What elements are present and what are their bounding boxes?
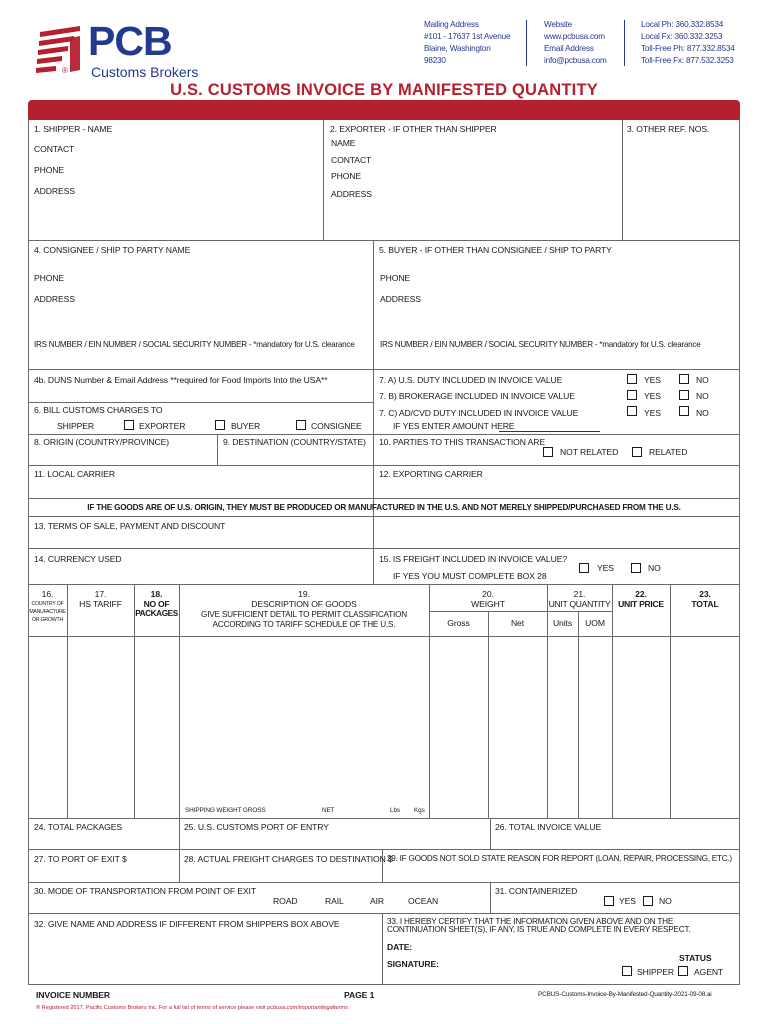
currency-label: 14. CURRENCY USED: [34, 554, 122, 564]
transport-air: AIR: [370, 896, 385, 906]
exporter-address-label: ADDRESS: [331, 189, 372, 199]
transport-ocean: OCEAN: [408, 896, 439, 906]
exporting-carrier-label: 12. EXPORTING CARRIER: [379, 469, 483, 479]
brand-name: PCB: [88, 18, 172, 64]
website-link[interactable]: www.pcbusa.com: [544, 32, 605, 41]
col20-gross: Gross: [447, 618, 470, 628]
q7a-no-checkbox[interactable]: [679, 374, 689, 384]
related-label: RELATED: [649, 447, 688, 457]
bill-exporter-label: EXPORTER: [139, 421, 186, 431]
phone-line: Toll-Free Fx: 877.532.3253: [641, 56, 734, 65]
col22-number: 22.: [635, 589, 647, 599]
buyer-address-label: ADDRESS: [380, 294, 421, 304]
col16-line: MANUFACTURE: [29, 609, 66, 615]
col16-line: COUNTRY OF: [31, 601, 64, 607]
freight-charges-label: 28. ACTUAL FREIGHT CHARGES TO DESTINATION $: [184, 854, 393, 864]
mailing-line: Blaine, Washington: [424, 44, 491, 53]
q7b-no-label: NO: [696, 391, 709, 401]
col19-line: ACCORDING TO TARIFF SCHEDULE OF THE U.S.: [212, 620, 396, 629]
us-origin-notice: IF THE GOODS ARE OF U.S. ORIGIN, THEY MUST BE PRODUCED OR MANUFACTURED IN THE U.S. AND NOT MERELY SHIPPED/PURCHASED FROM THE U.S.: [87, 503, 681, 512]
col21-units: Units: [552, 618, 573, 628]
col20-number: 20.: [482, 589, 494, 599]
containerized-label: 31. CONTAINERIZED: [495, 886, 578, 896]
shipper-contact-label: CONTACT: [34, 144, 75, 154]
email-label: Email Address: [544, 44, 594, 53]
shipping-weight-net-label: NET: [322, 807, 335, 814]
freight-no-checkbox[interactable]: [631, 563, 641, 573]
exporter-name-label: NAME: [331, 138, 356, 148]
legal-terms-link[interactable]: pcbusa.com/importantlegalterms: [267, 1005, 348, 1011]
goods-table-body[interactable]: [29, 637, 739, 805]
q7a-yes-checkbox[interactable]: [627, 374, 637, 384]
col21-uom: UOM: [585, 618, 605, 628]
q7c-yes-checkbox[interactable]: [627, 406, 637, 416]
invoice-number-label: INVOICE NUMBER: [36, 990, 111, 1000]
containerized-no-label: NO: [659, 896, 672, 906]
consignee-phone-label: PHONE: [34, 273, 65, 283]
q7b-yes-checkbox[interactable]: [627, 390, 637, 400]
col20-net: Net: [510, 618, 525, 628]
not-sold-label: 29. IF GOODS NOT SOLD STATE REASON FOR REPORT (LOAN, REPAIR, PROCESSING, ETC.): [387, 854, 732, 863]
document-id: PCBUS-Customs-Invoice-By-Manifested-Quantity-2021-09-08.ai: [538, 991, 712, 998]
port-exit-label: 27. TO PORT OF EXIT $: [34, 854, 127, 864]
buyer-label: 5. BUYER - IF OTHER THAN CONSIGNEE / SHIP TO PARTY: [379, 245, 612, 255]
exporter-phone-label: PHONE: [331, 171, 362, 181]
status-agent-label: AGENT: [694, 967, 724, 977]
q7a-no-label: NO: [696, 375, 709, 385]
consignee-label: 4. CONSIGNEE / SHIP TO PARTY NAME: [34, 245, 191, 255]
q7a-label: 7. A) U.S. DUTY INCLUDED IN INVOICE VALUE: [379, 375, 563, 385]
mailing-label: Mailing Address: [424, 20, 479, 29]
related-checkbox[interactable]: [632, 447, 642, 457]
col20-label: WEIGHT: [471, 599, 505, 609]
duns-label: 4b. DUNS Number & Email Address **required for Food Imports Into the USA**: [34, 375, 328, 385]
pcb-flag-logo-icon: [34, 24, 86, 79]
col19-number: 19.: [298, 589, 310, 599]
freight-yes-label: YES: [597, 563, 614, 573]
q7b-no-checkbox[interactable]: [679, 390, 689, 400]
col23-label: TOTAL: [691, 599, 719, 609]
col23-number: 23.: [699, 589, 711, 599]
bill-consignee-checkbox[interactable]: [296, 420, 306, 430]
bill-charges-label: 6. BILL CUSTOMS CHARGES TO: [34, 405, 163, 415]
col18-line: PACKAGES: [135, 609, 178, 618]
shipper-label: 1. SHIPPER - NAME: [34, 124, 113, 134]
mailing-line: #101 - 17637 1st Avenue: [424, 32, 511, 41]
containerized-yes-label: YES: [619, 896, 636, 906]
transport-road: ROAD: [273, 896, 298, 906]
shipping-weight-gross-label: SHIPPING WEIGHT GROSS: [185, 807, 266, 814]
consignee-irs-label: IRS NUMBER / EIN NUMBER / SOCIAL SECURITY NUMBER - *mandatory for U.S. clearance: [34, 340, 355, 349]
website-label: Website: [544, 20, 573, 29]
consignee-address-label: ADDRESS: [34, 294, 75, 304]
col16-line: OR GROWTH: [31, 617, 64, 623]
freight-yes-checkbox[interactable]: [579, 563, 589, 573]
status-shipper-checkbox[interactable]: [622, 966, 632, 976]
status-shipper-label: SHIPPER: [637, 967, 675, 977]
not-related-checkbox[interactable]: [543, 447, 553, 457]
freight-no-label: NO: [648, 563, 661, 573]
legal-notice: [36, 1004, 348, 1012]
destination-label: 9. DESTINATION (COUNTRY/STATE): [223, 437, 366, 447]
not-related-label: NOT RELATED: [560, 447, 619, 457]
title-band: [28, 100, 740, 120]
parties-label: 10. PARTIES TO THIS TRANSACTION ARE: [379, 437, 546, 447]
status-label: STATUS: [679, 953, 712, 963]
col21-number: 21.: [573, 589, 586, 599]
freight-label: 15. IS FREIGHT INCLUDED IN INVOICE VALUE?: [379, 554, 568, 564]
buyer-phone-label: PHONE: [380, 273, 411, 283]
signature-label: SIGNATURE:: [387, 959, 439, 969]
col19-line: DESCRIPTION OF GOODS: [251, 599, 357, 609]
col22-label: UNIT PRICE: [618, 599, 664, 609]
mailing-line: 98230: [424, 56, 446, 65]
bill-buyer-label: BUYER: [231, 421, 261, 431]
phone-line: Toll-Free Ph: 877.332.8534: [641, 44, 735, 53]
col18-number: 18.: [150, 589, 163, 599]
transport-rail: RAIL: [325, 896, 344, 906]
terms-label: 13. TERMS OF SALE, PAYMENT AND DISCOUNT: [34, 521, 226, 531]
status-agent-checkbox[interactable]: [678, 966, 688, 976]
page-number: PAGE 1: [344, 990, 375, 1000]
registered-mark: ®: [62, 66, 68, 75]
q7c-yes-label: YES: [644, 408, 661, 418]
q7a-yes-label: YES: [644, 375, 661, 385]
phone-line: Local Ph: 360.332.8534: [641, 20, 724, 29]
exporter-contact-label: CONTACT: [331, 155, 372, 165]
freight-sub-label: IF YES YOU MUST COMPLETE BOX 28: [393, 571, 547, 581]
col16-number: 16.: [41, 589, 54, 599]
q7c-no-label: NO: [696, 408, 709, 418]
certify-line: CONTINUATION SHEET(S), IF ANY, IS TRUE AND COMPLETE IN EVERY RESPECT.: [387, 925, 691, 934]
shipping-weight-lbs-label: Lbs: [390, 807, 401, 814]
other-address-label: 32. GIVE NAME AND ADDRESS IF DIFFERENT FROM SHIPPERS BOX ABOVE: [34, 919, 340, 929]
col18-line: NO OF: [143, 599, 170, 609]
shipper-address-label: ADDRESS: [34, 186, 75, 196]
bill-buyer-checkbox[interactable]: [215, 420, 225, 430]
certify-line: 33. I HEREBY CERTIFY THAT THE INFORMATION GIVEN ABOVE AND ON THE: [387, 917, 674, 926]
col17-label: HS TARIFF: [79, 599, 122, 609]
containerized-no-checkbox[interactable]: [643, 896, 653, 906]
transport-label: 30. MODE OF TRANSPORTATION FROM POINT OF EXIT: [34, 886, 256, 896]
exporter-label: 2. EXPORTER - IF OTHER THAN SHIPPER: [330, 124, 497, 134]
q7b-label: 7. B) BROKERAGE INCLUDED IN INVOICE VALUE: [379, 391, 575, 401]
buyer-irs-label: IRS NUMBER / EIN NUMBER / SOCIAL SECURITY NUMBER - *mandatory for U.S. clearance: [380, 340, 701, 349]
date-label: DATE:: [387, 942, 413, 952]
origin-label: 8. ORIGIN (COUNTRY/PROVINCE): [34, 437, 170, 447]
q7c-amount-field[interactable]: [499, 431, 600, 432]
local-carrier-label: 11. LOCAL CARRIER: [34, 469, 115, 479]
q7b-yes-label: YES: [644, 391, 661, 401]
total-packages-label: 24. TOTAL PACKAGES: [34, 822, 122, 832]
page-title: U.S. CUSTOMS INVOICE BY MANIFESTED QUANTITY: [170, 81, 598, 99]
q7c-no-checkbox[interactable]: [679, 406, 689, 416]
invoice-value-label: 26. TOTAL INVOICE VALUE: [495, 822, 602, 832]
shipping-weight-kgs-label: Kgs: [414, 807, 425, 814]
other-ref-label: 3. OTHER REF. NOS.: [627, 124, 710, 134]
col21-label: UNIT QUANTITY: [548, 599, 611, 609]
q7c-amount-label: IF YES ENTER AMOUNT HERE: [393, 421, 515, 431]
containerized-yes-checkbox[interactable]: [604, 896, 614, 906]
bill-shipper-label: SHIPPER: [57, 421, 95, 431]
email-link[interactable]: info@pcbusa.com: [544, 56, 607, 65]
bill-consignee-label: CONSIGNEE: [311, 421, 362, 431]
col19-line: GIVE SUFFICIENT DETAIL TO PERMIT CLASSIFICATION: [201, 610, 407, 619]
bill-exporter-checkbox[interactable]: [124, 420, 134, 430]
brand-tagline: Customs Brokers: [91, 64, 199, 80]
col17-number: 17.: [94, 589, 107, 599]
port-entry-label: 25. U.S. CUSTOMS PORT OF ENTRY: [184, 822, 329, 832]
legal-notice-text: ® Registered 2017. Pacific Customs Brokers Inc. For a full list of terms of service please visit: [36, 1005, 266, 1011]
q7c-label: 7. C) AD/CVD DUTY INCLUDED IN INVOICE VALUE: [379, 408, 579, 418]
shipper-phone-label: PHONE: [34, 165, 65, 175]
phone-line: Local Fx: 360.332.3253: [641, 32, 723, 41]
